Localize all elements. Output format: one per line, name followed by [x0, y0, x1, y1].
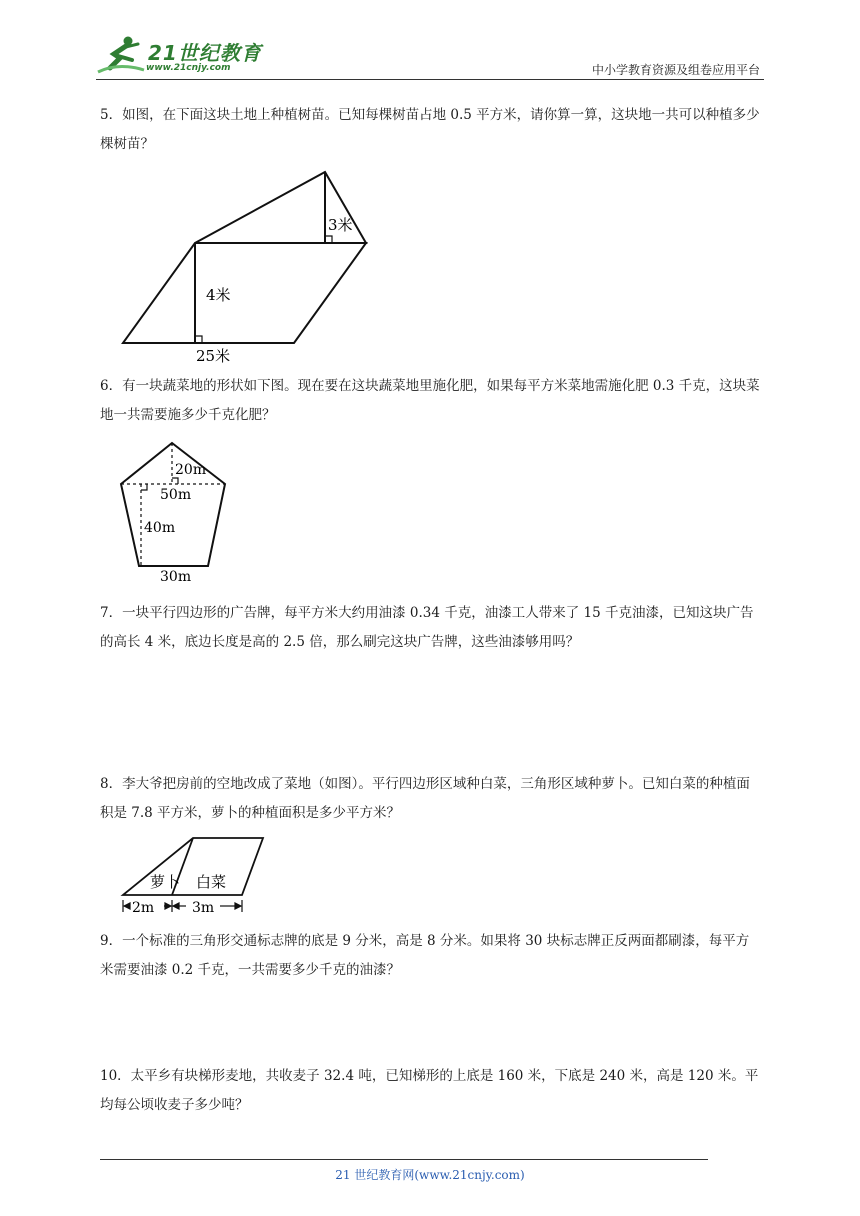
question-8: 8．李大爷把房前的空地改成了菜地（如图）。平行四边形区域种白菜，三角形区域种萝卜。已知白菜的种植面积是 7.8 平方米，萝卜的种植面积是多少平方米？ — [100, 776, 750, 821]
platform-title: 中小学教育资源及组卷应用平台 — [591, 63, 760, 77]
fig8-label-base-left: 2m — [132, 900, 155, 916]
question-7: 7．一块平行四边形的广告牌，每平方米大约用油漆 0.34 千克，油漆工人带来了 15 千克油漆，已知这块广告的高长 4 米，底边长度是高的 2.5 倍，那么刷完这块广告牌，这些油漆够用吗？ — [100, 605, 754, 650]
fig5-label-height: 4米 — [206, 286, 231, 304]
brand-url: www.21cnjy.com — [146, 63, 231, 73]
fig8-label-base-right: 3m — [192, 900, 215, 916]
brand-name: 21世纪教育 — [148, 41, 262, 65]
logo-runner-icon — [92, 34, 148, 76]
fig5-label-base: 25米 — [196, 347, 231, 365]
fig5-label-top-height: 3米 — [328, 216, 353, 234]
question-6: 6．有一块蔬菜地的形状如下图。现在要在这块蔬菜地里施化肥，如果每平方米菜地需施化肥 0.3 千克，这块菜地一共需要施多少千克化肥？ — [100, 378, 760, 423]
footer-divider — [100, 1159, 708, 1160]
fig6-label-height: 40m — [144, 520, 176, 536]
fig8-label-triangle: 萝卜 — [150, 873, 181, 891]
fig6-label-base: 30m — [160, 569, 192, 585]
fig6-label-width: 50m — [160, 487, 192, 503]
question-5: 5．如图，在下面这块土地上种植树苗。已知每棵树苗占地 0.5 平方米，请你算一算，这块地一共可以种植多少棵树苗？ — [100, 107, 760, 152]
fig6-label-tri-height: 20m — [175, 462, 207, 478]
question-10: 10．太平乡有块梯形麦地，共收麦子 32.4 吨，已知梯形的上底是 160 米，下底是 240 米，高是 120 米。平均每公顷收麦子多少吨？ — [100, 1068, 759, 1113]
header-divider — [96, 79, 764, 80]
fig8-label-parallelogram: 白菜 — [196, 873, 227, 891]
question-9: 9．一个标准的三角形交通标志牌的底是 9 分米，高是 8 分米。如果将 30 块标志牌正反两面都刷漆，每平方米需要油漆 0.2 千克，一共需要多少千克的油漆？ — [100, 933, 750, 978]
footer-link[interactable]: 21 世纪教育网(www.21cnjy.com) — [335, 1168, 525, 1182]
